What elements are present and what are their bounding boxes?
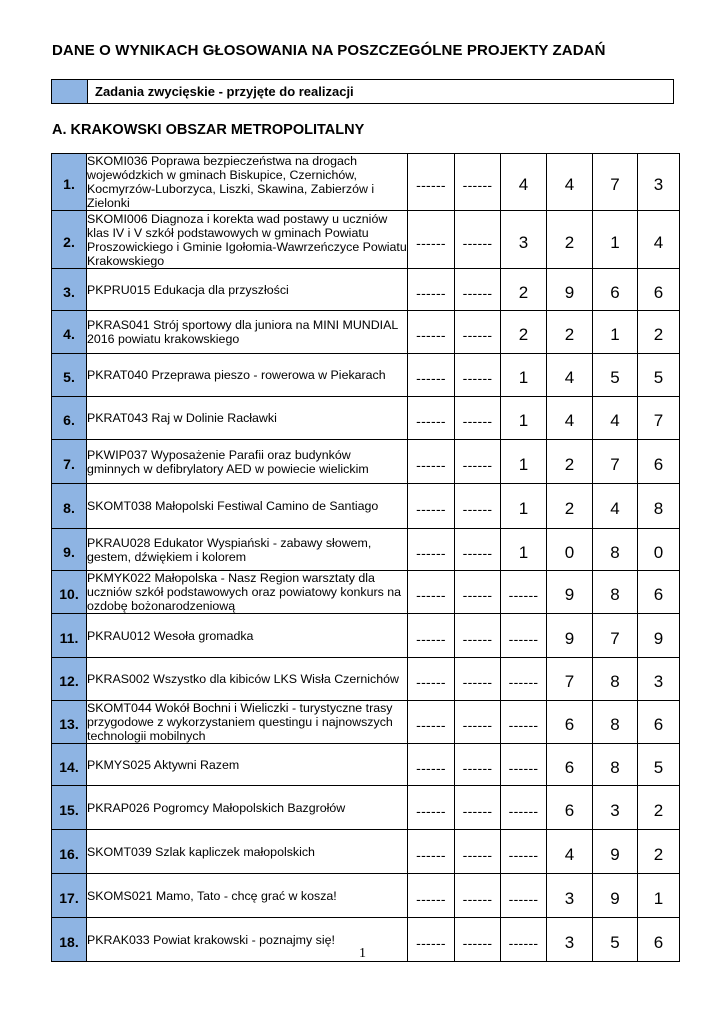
project-name: PKMYK022 Małopolska - Nasz Region warsztaty dla uczniów szkół podstawowych oraz powiatowy konkurs na ozdobę bożonarodzeniową	[87, 571, 408, 614]
vote-digit-cell	[547, 571, 593, 614]
dash-placeholder: ------	[462, 934, 493, 951]
dash-placeholder: ------	[416, 759, 446, 776]
empty-digit-cell	[455, 269, 501, 311]
vote-digit: 2	[653, 844, 664, 864]
vote-digit: 5	[653, 757, 664, 777]
vote-digit: 2	[564, 232, 575, 252]
vote-digit: 9	[610, 844, 620, 864]
vote-digit: 8	[610, 542, 620, 562]
empty-digit-cell	[455, 830, 501, 874]
empty-digit-cell	[455, 571, 501, 614]
dash-placeholder: ------	[508, 890, 539, 907]
empty-digit-cell	[408, 154, 455, 211]
dash-placeholder: ------	[462, 802, 493, 819]
empty-digit-cell	[501, 830, 547, 874]
table-row	[52, 354, 680, 397]
vote-digit-cell	[547, 154, 593, 211]
vote-digit: 7	[610, 628, 620, 648]
document-title: DANE O WYNIKACH GŁOSOWANIA NA POSZCZEGÓLNE PROJEKTY ZADAŃ	[52, 42, 606, 59]
vote-digit-cell	[593, 874, 638, 918]
dash-placeholder: ------	[508, 934, 539, 951]
vote-digit: 5	[653, 368, 664, 387]
vote-digit-cell	[501, 154, 547, 211]
dash-placeholder: ------	[416, 890, 446, 907]
row-number-cell	[52, 701, 87, 744]
dash-placeholder: ------	[462, 501, 493, 517]
dash-placeholder: ------	[462, 717, 493, 733]
vote-digit: 4	[564, 368, 575, 387]
vote-digit: 4	[564, 411, 575, 430]
vote-digit: 8	[653, 499, 664, 518]
vote-digit: 2	[653, 325, 664, 344]
row-number: 11.	[59, 629, 79, 646]
page-number: 1	[359, 946, 366, 961]
dash-placeholder: ------	[416, 587, 446, 603]
vote-digit-cell	[638, 529, 680, 571]
table-row	[52, 658, 680, 701]
row-number-cell	[52, 744, 87, 786]
vote-digit-cell	[593, 571, 638, 614]
dash-placeholder: ------	[416, 234, 446, 251]
empty-digit-cell	[455, 440, 501, 484]
vote-digit-cell	[501, 354, 547, 397]
vote-digit: 8	[610, 585, 620, 604]
vote-digit-cell	[547, 658, 593, 701]
project-name: PKPRU015 Edukacja dla przyszłości	[87, 269, 408, 311]
vote-digit: 9	[610, 888, 620, 908]
vote-digit-cell	[547, 830, 593, 874]
empty-digit-cell	[501, 658, 547, 701]
dash-placeholder: ------	[508, 759, 539, 776]
dash-placeholder: ------	[462, 759, 493, 776]
vote-digit: 3	[518, 232, 529, 252]
vote-digit: 2	[518, 325, 529, 344]
vote-digit: 2	[653, 800, 664, 820]
row-number: 12.	[59, 673, 79, 689]
empty-digit-cell	[408, 614, 455, 658]
vote-digit-cell	[547, 701, 593, 744]
vote-digit-cell	[638, 874, 680, 918]
vote-digit: 7	[564, 672, 575, 691]
vote-digit: 6	[653, 585, 664, 604]
table-row	[52, 397, 680, 440]
empty-digit-cell	[408, 571, 455, 614]
vote-digit-cell	[638, 744, 680, 786]
vote-digit-cell	[593, 658, 638, 701]
table-row	[52, 571, 680, 614]
vote-digit-cell	[547, 354, 593, 397]
empty-digit-cell	[501, 874, 547, 918]
vote-digit-cell	[501, 211, 547, 269]
empty-digit-cell	[455, 484, 501, 529]
project-name: PKMYS025 Aktywni Razem	[87, 744, 408, 786]
empty-digit-cell	[455, 354, 501, 397]
vote-digit: 1	[518, 368, 529, 387]
row-number-cell	[52, 440, 87, 484]
project-name: PKRAT043 Raj w Dolinie Racławki	[87, 397, 408, 440]
vote-digit-cell	[593, 440, 638, 484]
vote-digit: 4	[610, 499, 620, 518]
vote-digit: 1	[518, 499, 529, 518]
dash-placeholder: ------	[416, 802, 446, 819]
project-name: PKRAT040 Przeprawa pieszo - rowerowa w Piekarach	[87, 354, 408, 397]
row-number-cell	[52, 484, 87, 529]
project-name: SKOMT038 Małopolski Festiwal Camino de Santiago	[87, 484, 408, 529]
dash-placeholder: ------	[416, 456, 446, 473]
project-name: SKOMT044 Wokół Bochni i Wieliczki - turystyczne trasy przygodowe z wykorzystaniem questingu i najnowszych technologii mobilnych	[87, 701, 408, 744]
vote-digit-cell	[638, 658, 680, 701]
vote-digit: 7	[610, 454, 620, 474]
dash-placeholder: ------	[416, 934, 446, 951]
vote-digit: 1	[653, 888, 664, 908]
row-number: 13.	[59, 716, 79, 732]
vote-digit-cell	[547, 484, 593, 529]
vote-digit: 4	[518, 175, 529, 194]
empty-digit-cell	[455, 154, 501, 211]
row-number: 6.	[63, 412, 75, 428]
vote-digit-cell	[593, 484, 638, 529]
row-number: 4.	[63, 326, 75, 342]
table-row	[52, 211, 680, 269]
table-row	[52, 484, 680, 529]
vote-digit-cell	[638, 311, 680, 354]
empty-digit-cell	[408, 269, 455, 311]
vote-digit-cell	[547, 311, 593, 354]
empty-digit-cell	[408, 529, 455, 571]
vote-digit-cell	[547, 211, 593, 269]
empty-digit-cell	[455, 614, 501, 658]
table-row	[52, 154, 680, 211]
project-name: PKRAS002 Wszystko dla kibiców LKS Wisła Czernichów	[87, 658, 408, 701]
table-row	[52, 874, 680, 918]
legend-color-swatch	[52, 80, 88, 103]
vote-digit: 3	[653, 175, 664, 194]
project-name: PKRAP026 Pogromcy Małopolskich Bazgrołów	[87, 786, 408, 830]
voting-results-table	[51, 153, 680, 962]
vote-digit-cell	[501, 311, 547, 354]
vote-digit: 1	[518, 542, 529, 562]
empty-digit-cell	[408, 484, 455, 529]
project-name: SKOMI036 Poprawa bezpieczeństwa na drogach wojewódzkich w gminach Biskupice, Czernichów, Kocmyrzów-Luborzyca, Liszki, Skawina, Zabierzów i Zielonki	[87, 154, 408, 211]
vote-digit-cell	[593, 744, 638, 786]
row-number-cell	[52, 874, 87, 918]
vote-digit: 3	[564, 932, 575, 952]
vote-digit-cell	[593, 211, 638, 269]
vote-digit: 0	[564, 542, 575, 562]
empty-digit-cell	[501, 701, 547, 744]
project-name: PKRAU028 Edukator Wyspiański - zabawy słowem, gestem, dźwiękiem i kolorem	[87, 529, 408, 571]
vote-digit: 9	[564, 628, 575, 648]
empty-digit-cell	[501, 744, 547, 786]
vote-digit: 3	[653, 672, 664, 691]
empty-digit-cell	[455, 658, 501, 701]
vote-digit-cell	[547, 397, 593, 440]
row-number-cell	[52, 529, 87, 571]
vote-digit-cell	[593, 269, 638, 311]
vote-digit: 5	[610, 932, 620, 952]
dash-placeholder: ------	[462, 630, 493, 647]
row-number: 17.	[59, 889, 79, 906]
row-number: 3.	[63, 283, 75, 300]
empty-digit-cell	[455, 311, 501, 354]
table-row	[52, 311, 680, 354]
row-number: 15.	[59, 801, 79, 818]
vote-digit: 1	[610, 232, 620, 252]
vote-digit-cell	[501, 397, 547, 440]
vote-digit-cell	[638, 154, 680, 211]
dash-placeholder: ------	[416, 370, 446, 386]
vote-digit-cell	[593, 354, 638, 397]
table-row	[52, 701, 680, 744]
empty-digit-cell	[455, 701, 501, 744]
dash-placeholder: ------	[508, 846, 539, 863]
project-name: PKRAK033 Powiat krakowski - poznajmy się!	[87, 918, 408, 962]
vote-digit: 1	[610, 325, 620, 344]
empty-digit-cell	[408, 354, 455, 397]
empty-digit-cell	[455, 744, 501, 786]
dash-placeholder: ------	[416, 177, 446, 193]
empty-digit-cell	[408, 830, 455, 874]
vote-digit-cell	[501, 484, 547, 529]
vote-digit-cell	[638, 269, 680, 311]
row-number-cell	[52, 154, 87, 211]
vote-digit: 7	[610, 175, 620, 194]
dash-placeholder: ------	[416, 630, 446, 647]
row-number: 5.	[63, 369, 75, 385]
dash-placeholder: ------	[462, 674, 493, 690]
table-row	[52, 744, 680, 786]
vote-digit-cell	[547, 269, 593, 311]
empty-digit-cell	[408, 658, 455, 701]
vote-digit: 2	[564, 499, 575, 518]
project-name: PKRAS041 Strój sportowy dla juniora na MINI MUNDIAL 2016 powiatu krakowskiego	[87, 311, 408, 354]
vote-digit-cell	[638, 397, 680, 440]
empty-digit-cell	[408, 874, 455, 918]
vote-digit-cell	[547, 744, 593, 786]
row-number: 18.	[59, 933, 79, 950]
row-number: 8.	[63, 500, 75, 516]
dash-placeholder: ------	[416, 717, 446, 733]
legend	[51, 79, 674, 104]
empty-digit-cell	[408, 397, 455, 440]
row-number-cell	[52, 658, 87, 701]
vote-digit: 6	[653, 454, 664, 474]
row-number-cell	[52, 354, 87, 397]
project-name: SKOMI006 Diagnoza i korekta wad postawy u uczniów klas IV i V szkół podstawowych w gminach Powiatu Proszowickiego i Gminie Igołomia-Wawrzeńczyce Powiatu Krakowskiego	[87, 211, 407, 268]
empty-digit-cell	[455, 786, 501, 830]
empty-digit-cell	[408, 211, 455, 269]
vote-digit: 3	[564, 888, 575, 908]
project-name: PKWIP037 Wyposażenie Parafii oraz budynków gminnych w defibrylatory AED w powiecie wielickim	[87, 440, 408, 484]
row-number: 9.	[63, 543, 75, 560]
dash-placeholder: ------	[416, 413, 446, 429]
table-row	[52, 440, 680, 484]
vote-digit: 2	[518, 282, 529, 302]
table-row	[52, 529, 680, 571]
empty-digit-cell	[408, 440, 455, 484]
empty-digit-cell	[408, 701, 455, 744]
vote-digit: 1	[518, 411, 529, 430]
project-name: SKOMT039 Szlak kapliczek małopolskich	[87, 830, 408, 874]
vote-digit: 6	[564, 715, 575, 734]
vote-digit: 8	[610, 757, 620, 777]
vote-digit: 4	[564, 175, 575, 194]
vote-digit-cell	[593, 397, 638, 440]
vote-digit: 6	[653, 932, 664, 952]
vote-digit: 6	[564, 757, 575, 777]
vote-digit: 6	[564, 800, 575, 820]
vote-digit-cell	[593, 154, 638, 211]
row-number: 10.	[59, 586, 79, 602]
vote-digit-cell	[547, 786, 593, 830]
dash-placeholder: ------	[462, 234, 493, 251]
dash-placeholder: ------	[508, 630, 539, 647]
dash-placeholder: ------	[416, 674, 446, 690]
row-number-cell	[52, 269, 87, 311]
project-name: SKOMS021 Mamo, Tato - chcę grać w kosza!	[87, 874, 408, 918]
vote-digit-cell	[638, 614, 680, 658]
vote-digit-cell	[501, 269, 547, 311]
row-number-cell	[52, 571, 87, 614]
vote-digit: 8	[610, 672, 620, 691]
empty-digit-cell	[501, 571, 547, 614]
dash-placeholder: ------	[508, 802, 539, 819]
empty-digit-cell	[455, 211, 501, 269]
dash-placeholder: ------	[416, 846, 446, 863]
dash-placeholder: ------	[462, 456, 493, 473]
row-number: 2.	[63, 233, 75, 250]
dash-placeholder: ------	[462, 413, 493, 429]
vote-digit: 4	[564, 844, 575, 864]
vote-digit: 2	[564, 454, 575, 474]
vote-digit: 9	[653, 628, 664, 648]
vote-digit-cell	[501, 529, 547, 571]
empty-digit-cell	[455, 529, 501, 571]
empty-digit-cell	[455, 397, 501, 440]
vote-digit-cell	[547, 529, 593, 571]
vote-digit: 0	[653, 542, 664, 562]
dash-placeholder: ------	[508, 717, 539, 733]
row-number-cell	[52, 830, 87, 874]
section-title: A. KRAKOWSKI OBSZAR METROPOLITALNY	[52, 122, 365, 138]
vote-digit-cell	[593, 614, 638, 658]
vote-digit-cell	[638, 786, 680, 830]
vote-digit-cell	[638, 484, 680, 529]
dash-placeholder: ------	[462, 846, 493, 863]
empty-digit-cell	[501, 614, 547, 658]
vote-digit-cell	[547, 874, 593, 918]
row-number: 1.	[63, 176, 75, 192]
vote-digit-cell	[593, 529, 638, 571]
vote-digit-cell	[638, 211, 680, 269]
vote-digit: 7	[653, 411, 664, 430]
table-row	[52, 269, 680, 311]
vote-digit: 6	[653, 282, 664, 302]
vote-digit-cell	[547, 614, 593, 658]
row-number: 16.	[59, 845, 79, 862]
dash-placeholder: ------	[462, 284, 493, 301]
vote-digit: 5	[610, 368, 620, 387]
dash-placeholder: ------	[462, 890, 493, 907]
vote-digit-cell	[638, 830, 680, 874]
table-body	[52, 154, 680, 962]
vote-digit: 8	[610, 715, 620, 734]
dash-placeholder: ------	[508, 674, 539, 690]
vote-digit: 4	[610, 411, 620, 430]
project-name: PKRAU012 Wesoła gromadka	[87, 614, 408, 658]
empty-digit-cell	[408, 311, 455, 354]
row-number-cell	[52, 614, 87, 658]
dash-placeholder: ------	[462, 370, 493, 386]
legend-label: Zadania zwycięskie - przyjęte do realizacji	[95, 84, 354, 99]
vote-digit-cell	[593, 786, 638, 830]
dash-placeholder: ------	[462, 327, 493, 343]
row-number-cell	[52, 397, 87, 440]
vote-digit: 1	[518, 454, 529, 474]
vote-digit: 6	[653, 715, 664, 734]
dash-placeholder: ------	[416, 501, 446, 517]
row-number-cell	[52, 786, 87, 830]
row-number-cell	[52, 211, 87, 269]
dash-placeholder: ------	[462, 177, 493, 193]
table-row	[52, 786, 680, 830]
empty-digit-cell	[501, 786, 547, 830]
empty-digit-cell	[408, 744, 455, 786]
dash-placeholder: ------	[462, 544, 493, 561]
vote-digit: 9	[564, 282, 575, 302]
dash-placeholder: ------	[462, 587, 493, 603]
row-number-cell	[52, 311, 87, 354]
vote-digit-cell	[501, 440, 547, 484]
vote-digit-cell	[593, 311, 638, 354]
vote-digit: 2	[564, 325, 575, 344]
vote-digit-cell	[638, 440, 680, 484]
vote-digit: 6	[610, 282, 620, 302]
vote-digit-cell	[547, 440, 593, 484]
vote-digit-cell	[593, 830, 638, 874]
vote-digit: 9	[564, 585, 575, 604]
dash-placeholder: ------	[416, 544, 446, 561]
row-number: 7.	[63, 455, 75, 472]
empty-digit-cell	[455, 874, 501, 918]
dash-placeholder: ------	[508, 587, 539, 603]
table-row	[52, 614, 680, 658]
vote-digit-cell	[638, 701, 680, 744]
row-number: 14.	[59, 758, 79, 775]
empty-digit-cell	[408, 786, 455, 830]
dash-placeholder: ------	[416, 284, 446, 301]
table-row	[52, 830, 680, 874]
vote-digit: 4	[653, 232, 664, 252]
vote-digit: 3	[610, 800, 620, 820]
dash-placeholder: ------	[416, 327, 446, 343]
vote-digit-cell	[638, 354, 680, 397]
vote-digit-cell	[638, 571, 680, 614]
vote-digit-cell	[593, 701, 638, 744]
